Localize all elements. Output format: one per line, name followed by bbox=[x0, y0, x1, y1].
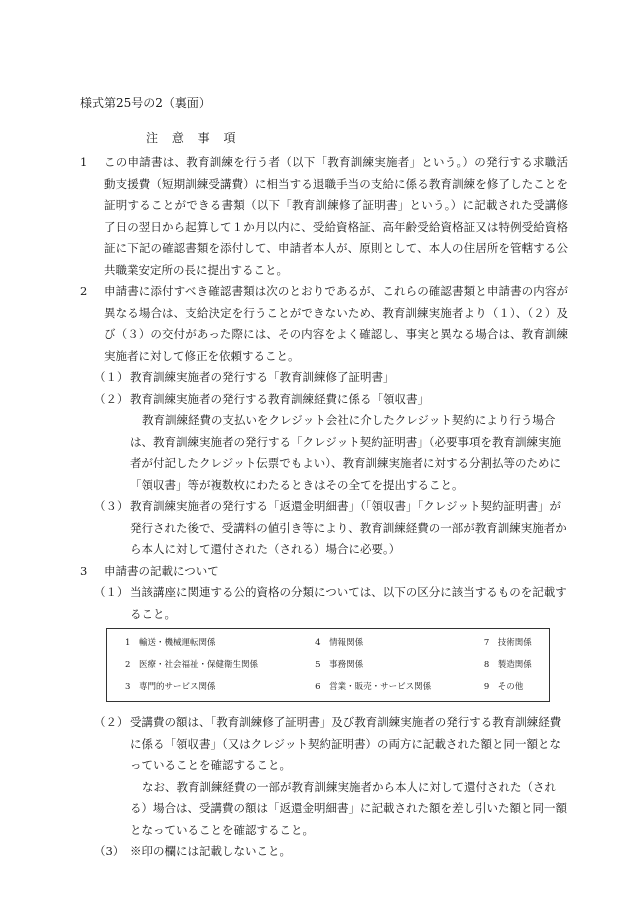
sub-paragraph: なお、教育訓練経費の一部が教育訓練実施者から本人に対して還付された（される）場合は、受講費の額は「返還金明細書」に記載された額を差し引いた額と同一額となっていることを確認すること。 bbox=[130, 779, 567, 837]
form-title: 様式第25号の2（裏面） bbox=[80, 96, 211, 110]
note-text: この申請書は、教育訓練を行う者（以下「教育訓練実施者」という。）の発行する求職活動支援費（短期訓練受講費）に相当する退職手当の支給に係る教育訓練を修了したことを証明することができる書類（以下「教育訓練修了証明書」という。）に記載された受講修了日の翌日から起算して１か月以内に、受給資格証、高年齢受給資格証又は特例受給資格証に下記の確認書類を添付して、申請者本人が、原則として、本人の住居所を管轄する公共職業安定所の長に提出すること。 bbox=[104, 155, 568, 277]
note-number: 2 bbox=[80, 284, 88, 298]
notes-title: 注 意 事 項 bbox=[146, 131, 238, 145]
sub-item-3-3 bbox=[80, 841, 568, 863]
sub-item-3-2 bbox=[80, 712, 568, 841]
note-item-1 bbox=[80, 152, 568, 281]
note-item-2 bbox=[80, 281, 568, 367]
sub-text: 教育訓練実施者の発行する「返還金明細書」（「領収書」「クレジット契約証明書」が発行された後で、受講料の値引き等により、教育訓練経費の一部が教育訓練実施者から本人に対して還付された（される）場合に必要。） bbox=[130, 499, 567, 556]
sub-number: （１） bbox=[94, 585, 129, 599]
category-cell: 9 その他 bbox=[483, 682, 524, 692]
sub-text: 教育訓練実施者の発行する「教育訓練修了証明書」 bbox=[130, 370, 395, 384]
sub-number: （１） bbox=[94, 370, 129, 384]
note-text: 申請書の記載について bbox=[104, 563, 219, 578]
sub-number: （２） bbox=[94, 391, 129, 406]
table-row bbox=[107, 629, 550, 655]
table-row bbox=[107, 676, 550, 702]
sub-item-2-1 bbox=[80, 367, 568, 389]
sub-text: 当該講座に関連する公的資格の分類については、以下の区分に該当するものを記載すること。 bbox=[130, 585, 567, 621]
category-cell: 6 営業・販売・サービス関係 bbox=[315, 682, 432, 692]
note-item-3 bbox=[80, 561, 568, 583]
category-cell: 4 情報関係 bbox=[315, 638, 364, 648]
qualification-category-table bbox=[106, 628, 550, 702]
category-cell: 8 製造関係 bbox=[483, 660, 532, 670]
category-cell: 5 事務関係 bbox=[315, 660, 364, 670]
category-cell: 3 専門的サービス関係 bbox=[125, 682, 216, 692]
category-cell: 2 医療・社会福祉・保健衛生関係 bbox=[125, 660, 258, 670]
sub-text: ※印の欄には記載しないこと。 bbox=[130, 844, 291, 858]
sub-number: （３） bbox=[94, 499, 129, 513]
sub-text: 教育訓練実施者の発行する教育訓練経費に係る「領収書」 bbox=[130, 391, 429, 406]
sub-item-3-1 bbox=[80, 582, 568, 625]
sub-item-2-3 bbox=[80, 496, 568, 561]
sub-text: 受講費の額は、「教育訓練修了証明書」及び教育訓練実施者の発行する教育訓練経費に係る「領収書」（又はクレジット契約証明書）の両方に記載された額と同一額となっていることを確認すること。 bbox=[130, 715, 562, 772]
sub-paragraph: 教育訓練経費の支払いをクレジット会社に介したクレジット契約により行う場合は、教育訓練実施者の発行する「クレジット契約証明書」（必要事項を教育訓練実施者が付記したクレジット伝票でもよい）、教育訓練実施者に対する分割払等のために「領収書」等が複数枚にわたるときはその全てを提出すること。 bbox=[130, 413, 561, 492]
note-number: 1 bbox=[80, 155, 88, 169]
notes-content bbox=[80, 152, 568, 863]
table-row bbox=[107, 654, 550, 676]
note-text: 申請書に添付すべき確認書類は次のとおりであるが、これらの確認書類と申請書の内容が異なる場合は、支給決定を行うことができないため、教育訓練実施者より（１）、（２）及び（３）の交付があった際には、その内容をよく確認し、事実と異なる場合は、教育訓練実施者に対して修正を依頼すること。 bbox=[104, 284, 568, 363]
category-cell: 1 輸送・機械運転関係 bbox=[125, 638, 216, 648]
sub-number: （２） bbox=[94, 715, 129, 729]
sub-item-2-2 bbox=[80, 389, 568, 497]
sub-number: （3） bbox=[94, 844, 125, 858]
note-number: 3 bbox=[80, 563, 88, 578]
category-cell: 7 技術関係 bbox=[483, 638, 532, 648]
